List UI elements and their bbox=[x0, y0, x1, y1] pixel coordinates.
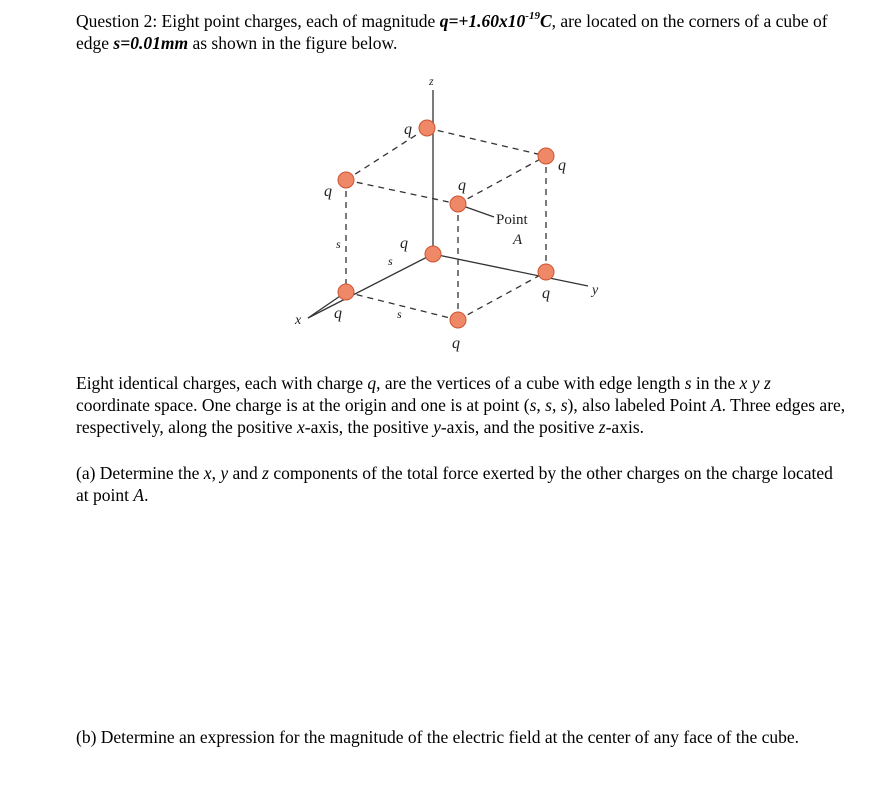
charge-label: q bbox=[324, 183, 332, 200]
cube-edge bbox=[458, 156, 546, 204]
cube-edge bbox=[458, 272, 546, 320]
problem-description: Eight identical charges, each with charge q, are the vertices of a cube with edge length s in the x y z coordinate space. One charge is at the origin and one is at point (s, s, s), also labeled Point A. Three edges are, respectively, along the positive x-axis, the positive y-axis, and the positive z-axis. bbox=[76, 373, 846, 437]
cube-edge bbox=[346, 180, 458, 204]
question-heading: Question 2: Eight point charges, each of magnitude $q=+1.60x10^{-19}C$, are located on the corners of a cube of edge s=0.01mm as shown in the figure below. bbox=[76, 10, 828, 53]
axis-label-y: y bbox=[592, 283, 599, 298]
part-a-question: (a) Determine the x, y and z components of the total force exerted by the other charges on the charge located at point A. bbox=[76, 463, 833, 505]
edge-label: s bbox=[388, 254, 393, 268]
point-a-label-line1: Point bbox=[496, 212, 528, 228]
charge-label: q bbox=[400, 235, 408, 252]
charge-x-axis bbox=[338, 284, 354, 300]
cube-edge bbox=[427, 128, 546, 156]
y-axis bbox=[433, 254, 588, 286]
charge-point-a bbox=[450, 196, 466, 212]
charge-label: q bbox=[334, 305, 342, 322]
charge-top-back bbox=[419, 120, 435, 136]
charge-value: $q=+1.60x10^{-19}C$ bbox=[439, 10, 552, 31]
point-a-label-line2: A bbox=[513, 232, 523, 248]
cube-figure bbox=[270, 72, 610, 362]
edge-label: s bbox=[397, 307, 402, 321]
charge-top-left bbox=[338, 172, 354, 188]
charge-label: q bbox=[452, 335, 460, 352]
cube-edge bbox=[346, 292, 458, 320]
point-a-leader bbox=[463, 206, 494, 217]
edge-label: s bbox=[336, 237, 341, 251]
axis-label-x: x bbox=[295, 313, 302, 328]
charge-front-bottom bbox=[450, 312, 466, 328]
charge-label: q bbox=[458, 177, 466, 194]
charge-top-right bbox=[538, 148, 554, 164]
charge-y-axis bbox=[538, 264, 554, 280]
cube-edge bbox=[346, 128, 427, 180]
edge-value: s=0.01mm bbox=[113, 33, 189, 53]
charge-origin bbox=[425, 246, 441, 262]
axis-label-z: z bbox=[429, 74, 434, 88]
charge-label: q bbox=[404, 121, 412, 138]
charge-label: q bbox=[558, 157, 566, 174]
charge-label: q bbox=[542, 285, 550, 302]
part-b-question: (b) Determine an expression for the magnitude of the electric field at the center of any face of the cube. bbox=[76, 727, 800, 747]
